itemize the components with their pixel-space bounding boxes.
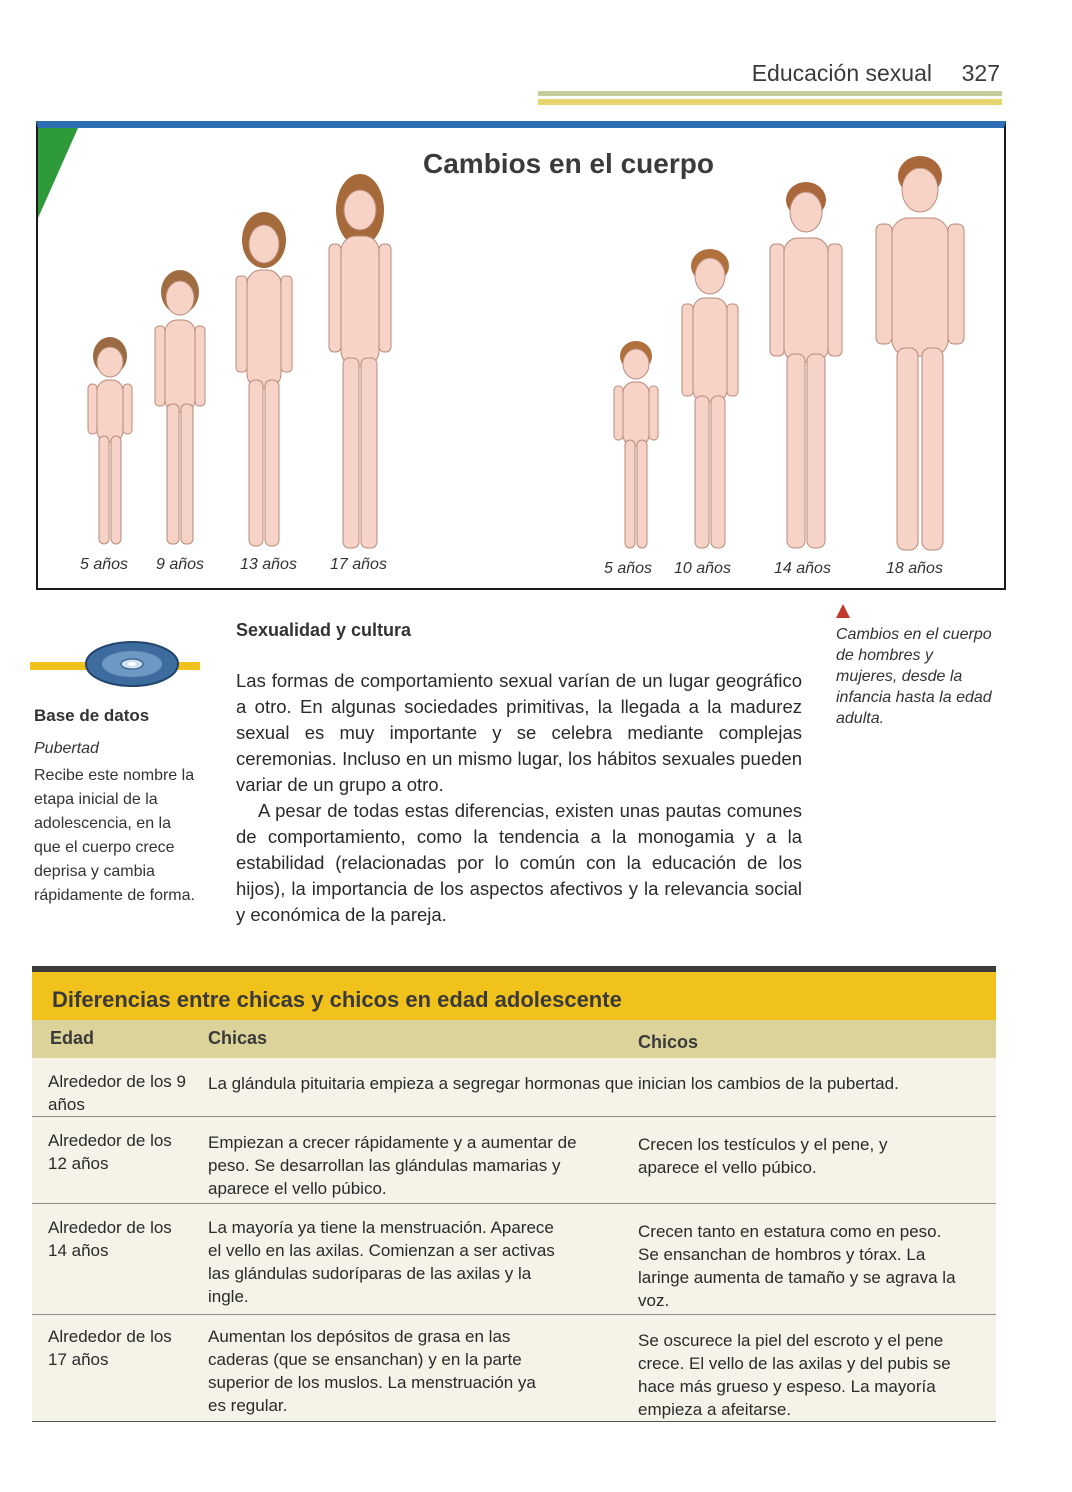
age-cell: Alrededor de los 12 años [48,1131,172,1173]
male-age-label: 18 años [886,560,943,577]
girls-cell: La mayoría ya tiene la menstruación. Aparece el vello en las axilas. Comienzan a ser activas las glándulas sudoríparas de las axilas y la ingle. [208,1218,555,1306]
female-age-label: 5 años [80,556,129,573]
table-header-row [32,1020,996,1058]
header-rule-bottom [538,99,1002,105]
page-header [0,0,1072,112]
sidebar-title: Base de datos [34,706,150,725]
boys-cell: Se oscurece la piel del escroto y el pene crece. El vello de las axilas y del pubis se hace más grueso y espeso. La mayoría empieza a afeitarse. [638,1331,951,1419]
table-row [32,1058,996,1117]
sidebar-definition: Recibe este nombre la etapa inicial de la adolescencia, en la que el cuerpo crece deprisa y cambia rápidamente de forma. [34,767,195,904]
article-paragraph: Las formas de comportamiento sexual varían de un lugar geográfico a otro. En algunas sociedades primitivas, la llegada a la madurez sexual es muy importante y se celebra mediante complejas ceremonias. Incluso en un mismo lugar, los hábitos sexuales pueden variar de un grupo a otro. [236,670,802,795]
article-heading: Sexualidad y cultura [236,620,412,640]
figure-title: Cambios en el cuerpo [423,148,714,179]
column-header-girls: Chicas [208,1028,268,1048]
article-body [236,668,802,928]
male-age-label: 14 años [774,560,831,577]
female-age-label: 9 años [156,556,205,573]
section-title: Educación sexual [751,60,932,86]
age-cell: Alrededor de los 9 años [48,1072,186,1114]
female-figure-17-years [320,174,400,554]
green-corner-decoration [38,128,78,218]
female-figure-5-years [80,324,140,550]
triangle-up-icon [836,604,850,618]
boys-cell: Crecen tanto en estatura como en peso. Se ensanchan de hombros y tórax. La laringe aumenta de tamaño y se agrava la voz. [638,1222,956,1310]
male-figure-18-years [864,152,976,556]
table-row [32,1315,996,1421]
page-number: 327 [961,60,1000,86]
column-header-boys: Chicos [638,1032,699,1052]
male-figure-5-years [606,328,666,554]
age-cell: Alrededor de los 17 años [48,1327,172,1369]
female-figure-13-years [228,210,300,552]
table-row [32,1117,996,1204]
female-figure-9-years [148,264,212,550]
table-row [32,1204,996,1315]
shared-cell: La glándula pituitaria empieza a segregar hormonas que inician los cambios de la pubertad. [208,1074,899,1093]
girls-cell: Empiezan a crecer rápidamente y a aumentar de peso. Se desarrollan las glándulas mamarias y aparece el vello púbico. [208,1133,577,1198]
column-header-age: Edad [50,1028,95,1048]
boys-cell: Crecen los testículos y el pene, y aparece el vello púbico. [638,1135,888,1177]
figure-caption: Cambios en el cuerpo de hombres y mujeres, desde la infancia hasta la edad adulta. [836,626,992,727]
differences-table [32,966,996,1422]
header-rule-top [538,91,1002,96]
article-paragraph: A pesar de todas estas diferencias, existen unas pautas comunes de comportamiento, como la tendencia a la monogamia y a la estabilidad (relacionadas por lo común con la educación de los hijos), la importancia de los aspectos afectivos y la relevancia social y económica de la pareja. [236,800,802,925]
table-title: Diferencias entre chicas y chicos en edad adolescente [52,987,622,1012]
female-age-label: 17 años [330,556,387,573]
male-figure-10-years [674,242,746,554]
male-age-label: 5 años [604,560,653,577]
male-figure-14-years [758,178,854,554]
sidebar-term: Pubertad [34,740,99,757]
table-bottom-rule [32,1421,996,1422]
male-age-label: 10 años [674,560,731,577]
body-changes-figure [36,121,1006,590]
female-age-label: 13 años [240,556,297,573]
age-cell: Alrededor de los 14 años [48,1218,172,1260]
cd-disc-icon [30,640,200,690]
girls-cell: Aumentan los depósitos de grasa en las caderas (que se ensanchan) y en la parte superior de los muslos. La menstruación ya es regular. [208,1327,536,1415]
table-title-bar [32,972,996,1020]
